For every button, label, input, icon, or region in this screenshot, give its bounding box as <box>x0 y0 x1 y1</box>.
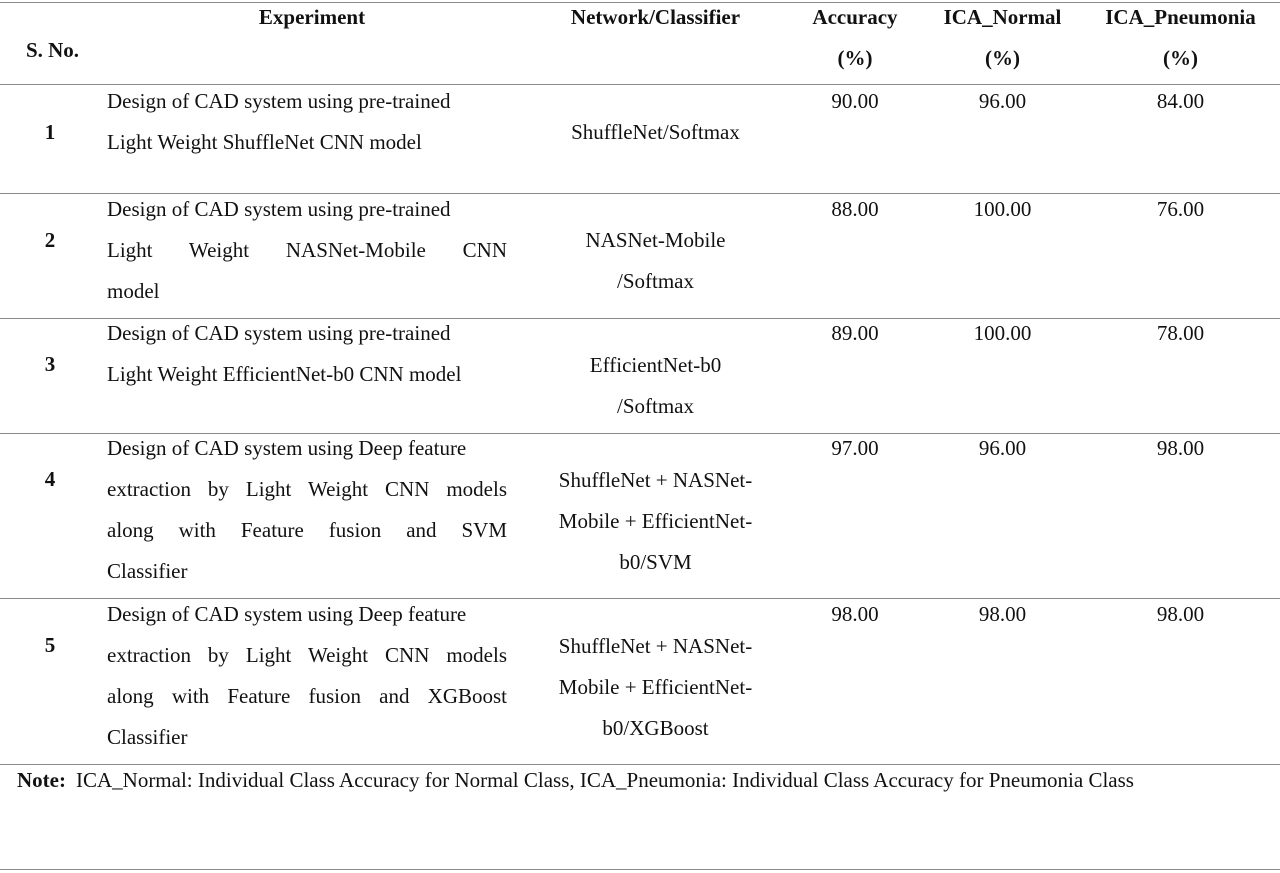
row-3-network-line: EfficientNet-b0 <box>589 353 722 377</box>
row-3-network <box>528 345 783 427</box>
row-4-experiment <box>107 428 507 592</box>
table-bottom-rule <box>0 869 1280 870</box>
row-1-s-no: 1 <box>44 120 56 144</box>
row-2-accuracy: 88.00 <box>831 197 879 221</box>
row-2-network-line: NASNet-Mobile <box>585 228 726 252</box>
row-3-ica-pneumonia: 78.00 <box>1156 321 1205 345</box>
row-4-ica-normal: 96.00 <box>978 436 1027 460</box>
row-1-network-line: ShuffleNet/Softmax <box>571 120 740 144</box>
header-ica-normal-line-1: ICA_Normal <box>943 5 1062 29</box>
row-2-experiment-line: model <box>107 279 160 303</box>
row-4-network <box>528 460 783 583</box>
row-5-experiment <box>107 594 507 758</box>
header-accuracy-line-1: Accuracy <box>812 5 898 29</box>
row-3-experiment-line: Design of CAD system using pre-trained <box>107 321 451 345</box>
row-2-ica-pneumonia: 76.00 <box>1156 197 1205 221</box>
row-4-experiment-line: Classifier <box>107 559 188 583</box>
row-4-network-line: b0/SVM <box>619 550 692 574</box>
row-5-network <box>528 626 783 749</box>
row-3-experiment <box>107 313 507 395</box>
note-text: ICA_Normal: Individual Class Accuracy for Normal Class, ICA_Pneumonia: Individual Class Accuracy for Pneumonia Class <box>75 768 1134 792</box>
row-5-accuracy: 98.00 <box>831 602 879 626</box>
header-accuracy <box>790 0 920 79</box>
row-1-accuracy: 90.00 <box>831 89 879 113</box>
row-4-experiment-line: along with Feature fusion and SVM <box>107 518 507 542</box>
row-2-experiment-line: Design of CAD system using pre-trained <box>107 197 451 221</box>
row-4-network-line: Mobile + EfficientNet- <box>558 509 753 533</box>
header-ica-pneumonia-line-2: (%) <box>1163 46 1198 70</box>
header-ica-normal <box>930 0 1075 79</box>
header-experiment: Experiment <box>258 5 366 29</box>
row-2-experiment <box>107 189 507 312</box>
row-1-ica-normal: 96.00 <box>978 89 1027 113</box>
row-5-experiment-line: extraction by Light Weight CNN models <box>107 643 507 667</box>
row-5-network-line: Mobile + EfficientNet- <box>558 675 753 699</box>
table-note <box>17 760 1265 801</box>
row-1-experiment <box>107 81 507 163</box>
row-2-experiment-line: Light Weight NASNet-Mobile CNN <box>107 238 507 262</box>
row-4-ica-pneumonia: 98.00 <box>1156 436 1205 460</box>
header-network-classifier: Network/Classifier <box>570 5 741 29</box>
row-5-s-no: 5 <box>44 633 56 657</box>
row-2-ica-normal: 100.00 <box>973 197 1032 221</box>
row-5-ica-pneumonia: 98.00 <box>1156 602 1205 626</box>
row-4-experiment-line: extraction by Light Weight CNN models <box>107 477 507 501</box>
row-2-network <box>528 220 783 302</box>
row-3-s-no: 3 <box>44 352 56 376</box>
row-5-experiment-line: along with Feature fusion and XGBoost <box>107 684 507 708</box>
row-3-ica-normal: 100.00 <box>973 321 1032 345</box>
row-3-accuracy: 89.00 <box>831 321 879 345</box>
row-5-ica-normal: 98.00 <box>978 602 1027 626</box>
header-ica-pneumonia-line-1: ICA_Pneumonia <box>1105 5 1256 29</box>
row-3-network-line: /Softmax <box>617 394 694 418</box>
header-s-no: S. No. <box>25 38 80 62</box>
row-5-experiment-line: Classifier <box>107 725 188 749</box>
row-1-network <box>528 112 783 153</box>
row-1-experiment-line: Light Weight ShuffleNet CNN model <box>107 130 422 154</box>
header-ica-pneumonia <box>1083 0 1278 79</box>
row-5-network-line: b0/XGBoost <box>602 716 709 740</box>
row-1-ica-pneumonia: 84.00 <box>1156 89 1205 113</box>
row-3-experiment-line: Light Weight EfficientNet-b0 CNN model <box>107 362 462 386</box>
header-accuracy-line-2: (%) <box>837 46 873 70</box>
row-1-experiment-line: Design of CAD system using pre-trained <box>107 89 451 113</box>
row-2-network-line: /Softmax <box>617 269 694 293</box>
note-label: Note: <box>17 768 66 792</box>
row-5-network-line: ShuffleNet + NASNet- <box>558 634 753 658</box>
row-4-s-no: 4 <box>44 467 56 491</box>
row-4-network-line: ShuffleNet + NASNet- <box>558 468 753 492</box>
row-4-experiment-line: Design of CAD system using Deep feature <box>107 436 467 460</box>
row-5-experiment-line: Design of CAD system using Deep feature <box>107 602 467 626</box>
row-2-s-no: 2 <box>44 228 56 252</box>
header-ica-normal-line-2: (%) <box>985 46 1020 70</box>
row-4-accuracy: 97.00 <box>831 436 879 460</box>
